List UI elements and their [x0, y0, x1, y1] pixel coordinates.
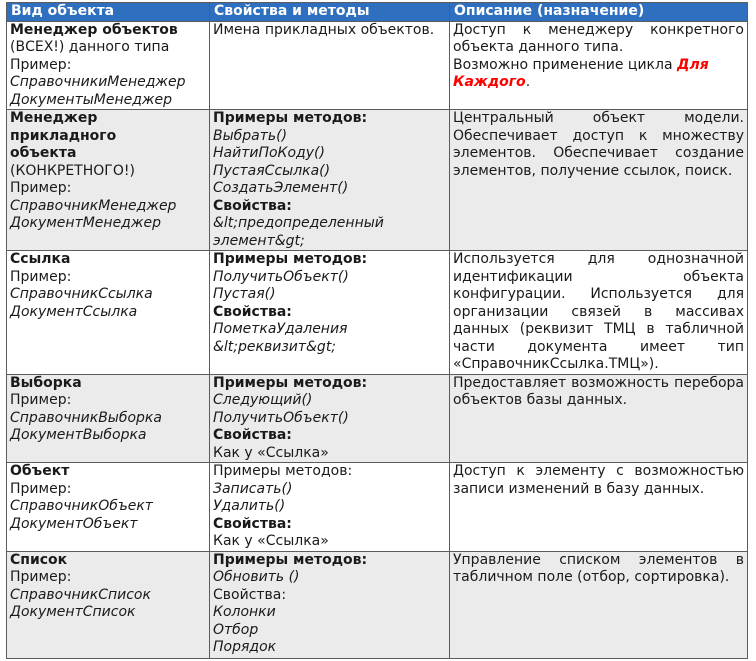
- desc-cell: [450, 551, 748, 658]
- example-label: Пример:: [10, 268, 72, 285]
- table-row: [7, 551, 748, 658]
- desc-text: Используется для однозначной идентификации объекта конфигурации. Используется для организации связей в массивах данных (реквизит ТМЦ в табличной части документа имеет тип «СправочникСсылка.ТМЦ»).: [453, 251, 744, 372]
- prop-item: &lt;реквизит&gt;: [213, 338, 337, 355]
- example-item: СправочникВыборка: [10, 409, 162, 426]
- example-label: Пример:: [10, 480, 72, 497]
- prop-item: ПометкаУдаления: [213, 321, 348, 337]
- method-item: Удалить(): [213, 498, 286, 514]
- props-cell: [210, 374, 450, 463]
- example-label: Пример:: [10, 180, 72, 196]
- desc-highlight: Для Каждого: [453, 56, 709, 90]
- method-item: ПустаяСсылка(): [213, 162, 331, 179]
- prop-item: Порядок: [213, 639, 277, 655]
- example-item: СправочникиМенеджер: [10, 74, 186, 90]
- header-props: Свойства и методы: [210, 3, 450, 22]
- objects-table: [6, 2, 748, 659]
- method-item: Записать(): [213, 480, 293, 497]
- props-label: Свойства:: [213, 303, 292, 320]
- desc-text: Доступ к менеджеру конкретного объекта данного типа.: [453, 21, 744, 55]
- method-item: Обновить (): [213, 569, 300, 585]
- example-label: Пример:: [10, 392, 72, 408]
- example-label: Пример:: [10, 569, 72, 585]
- methods-label: Примеры методов:: [213, 463, 353, 479]
- desc-cell: [450, 463, 748, 552]
- desc-text-pre: Возможно применение цикла: [453, 56, 677, 73]
- prop-item: Отбор: [213, 621, 259, 638]
- example-item: СправочникСсылка: [10, 286, 153, 302]
- example-item: ДокументСсылка: [10, 303, 138, 320]
- props-text: Имена прикладных объектов.: [213, 21, 435, 38]
- header-kind: Вид объекта: [7, 3, 210, 22]
- desc-cell: [450, 110, 748, 251]
- props-label: Свойства:: [213, 197, 292, 214]
- example-item: ДокументыМенеджер: [10, 91, 173, 108]
- example-item: СправочникСписок: [10, 586, 151, 603]
- desc-cell: [450, 251, 748, 375]
- desc-text-2: [453, 57, 744, 92]
- desc-cell: [450, 374, 748, 463]
- prop-item: &lt;предопределенный элемент&gt;: [213, 215, 384, 249]
- header-desc: Описание (назначение): [450, 3, 748, 22]
- example-item: ДокументСписок: [10, 604, 136, 620]
- methods-label: Примеры методов:: [213, 251, 368, 267]
- example-item: СправочникОбъект: [10, 498, 153, 514]
- kind-cell: [7, 251, 210, 375]
- kind-cell: [7, 110, 210, 251]
- example-item: СправочникМенеджер: [10, 197, 177, 214]
- method-item: ПолучитьОбъект(): [213, 268, 349, 285]
- props-cell: [210, 110, 450, 251]
- table-header-row: [7, 3, 748, 22]
- methods-label: Примеры методов:: [213, 551, 368, 568]
- method-item: СоздатьЭлемент(): [213, 180, 349, 196]
- table-row: [7, 374, 748, 463]
- method-item: Следующий(): [213, 392, 313, 408]
- desc-text: Предоставляет возможность перебора объектов базы данных.: [453, 374, 744, 408]
- method-item: ПолучитьОбъект(): [213, 409, 349, 426]
- methods-label: Примеры методов:: [213, 374, 368, 391]
- method-item: НайтиПоКоду(): [213, 145, 325, 161]
- table-row: [7, 21, 748, 110]
- kind-title: Выборка: [10, 374, 82, 391]
- methods-label: Примеры методов:: [213, 110, 368, 126]
- example-item: ДокументОбъект: [10, 515, 138, 532]
- kind-title: Объект: [10, 463, 70, 479]
- desc-text: Управление списком элементов в табличном поле (отбор, сортировка).: [453, 551, 744, 585]
- example-item: ДокументВыборка: [10, 427, 147, 443]
- table-row: [7, 251, 748, 375]
- kind-title: Ссылка: [10, 251, 71, 267]
- props-label: Свойства:: [213, 427, 292, 443]
- kind-title: Список: [10, 551, 68, 568]
- kind-cell: [7, 551, 210, 658]
- desc-text-post: .: [525, 74, 531, 90]
- prop-item: Колонки: [213, 604, 276, 620]
- props-cell: [210, 551, 450, 658]
- table-row: [7, 110, 748, 251]
- method-item: Выбрать(): [213, 127, 288, 144]
- method-item: Пустая(): [213, 286, 276, 302]
- kind-sub: (ВСЕХ!) данного типа: [10, 39, 170, 55]
- props-label: Свойства:: [213, 515, 292, 532]
- kind-title: Менеджер объектов: [10, 21, 178, 38]
- prop-item: Как у «Ссылка»: [213, 444, 329, 461]
- kind-sub: (КОНКРЕТНОГО!): [10, 162, 135, 179]
- example-item: ДокументМенеджер: [10, 215, 161, 231]
- kind-cell: [7, 463, 210, 552]
- desc-text: Доступ к элементу с возможностью записи изменений в базу данных.: [453, 463, 744, 497]
- prop-item: Как у «Ссылка»: [213, 533, 329, 549]
- desc-text: Центральный объект модели. Обеспечивает доступ к множеству элементов. Обеспечивает создание элементов, получение ссылок, поиск.: [453, 110, 744, 179]
- kind-cell: [7, 21, 210, 110]
- desc-cell: [450, 21, 748, 110]
- props-cell: [210, 463, 450, 552]
- props-cell: [210, 251, 450, 375]
- table-row: [7, 463, 748, 552]
- props-cell: [210, 21, 450, 110]
- props-label: Свойства:: [213, 586, 287, 603]
- kind-cell: [7, 374, 210, 463]
- kind-title: Менеджер прикладного объекта: [10, 110, 117, 161]
- example-label: Пример:: [10, 56, 72, 73]
